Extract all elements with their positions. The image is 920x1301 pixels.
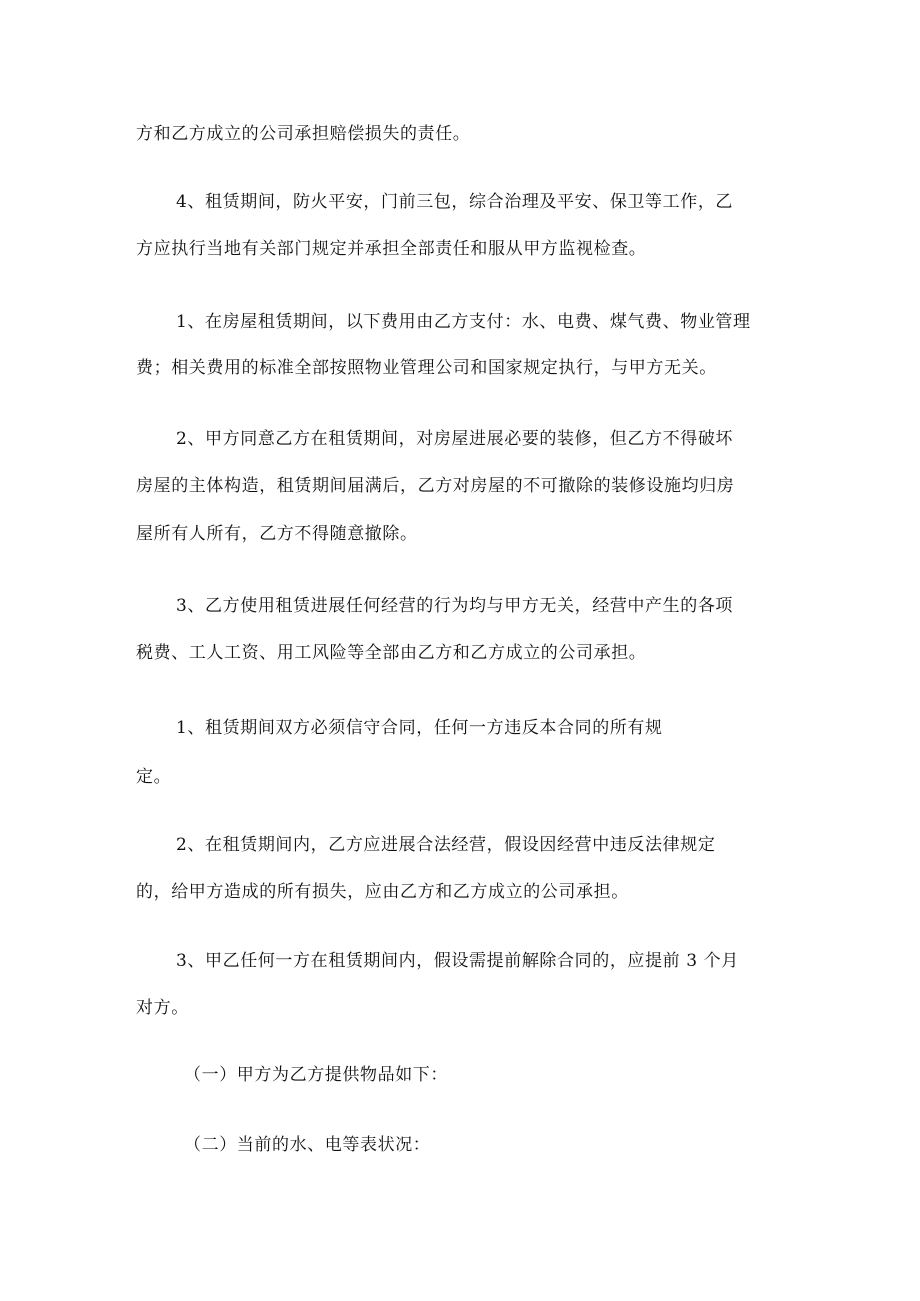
paragraph-line: 3、甲乙任何一方在租赁期间内，假设需提前解除合同的，应提前 3 个月: [176, 951, 739, 971]
text-line: 定。: [136, 767, 172, 787]
section-heading: （一）甲方为乙方提供物品如下：: [184, 1065, 448, 1085]
paragraph-line: 2、甲方同意乙方在租赁期间，对房屋进展必要的装修，但乙方不得破坏: [176, 429, 734, 449]
text-line: 方和乙方成立的公司承担赔偿损失的责任。: [136, 124, 471, 144]
paragraph-line: 2、在租赁期间内，乙方应进展合法经营，假设因经营中违反法律规定: [176, 835, 716, 855]
paragraph-line: 1、在房屋租赁期间，以下费用由乙方支付：水、电费、煤气费、物业管理: [176, 312, 751, 332]
text-line: 屋所有人所有，乙方不得随意撤除。: [136, 524, 418, 544]
text-line: 税费、工人工资、用工风险等全部由乙方和乙方成立的公司承担。: [136, 643, 647, 663]
text-line: 房屋的主体构造，租赁期间届满后，乙方对房屋的不可撤除的装修设施均归房: [136, 476, 735, 496]
text-line: 方应执行当地有关部门规定并承担全部责任和服从甲方监视检查。: [136, 239, 647, 259]
paragraph-line: 1、租赁期间双方必须信守合同，任何一方违反本合同的所有规: [176, 718, 663, 738]
section-heading: （二）当前的水、电等表状况：: [184, 1135, 431, 1155]
paragraph-line: 3、乙方使用租赁进展任何经营的行为均与甲方无关，经营中产生的各项: [176, 596, 734, 616]
text-line: 的，给甲方造成的所有损失，应由乙方和乙方成立的公司承担。: [136, 882, 629, 902]
text-line: 费；相关费用的标准全部按照物业管理公司和国家规定执行，与甲方无关。: [136, 358, 717, 378]
paragraph-line: 4、租赁期间，防火平安，门前三包，综合治理及平安、保卫等工作，乙: [176, 192, 734, 212]
text-line: 对方。: [136, 998, 189, 1018]
